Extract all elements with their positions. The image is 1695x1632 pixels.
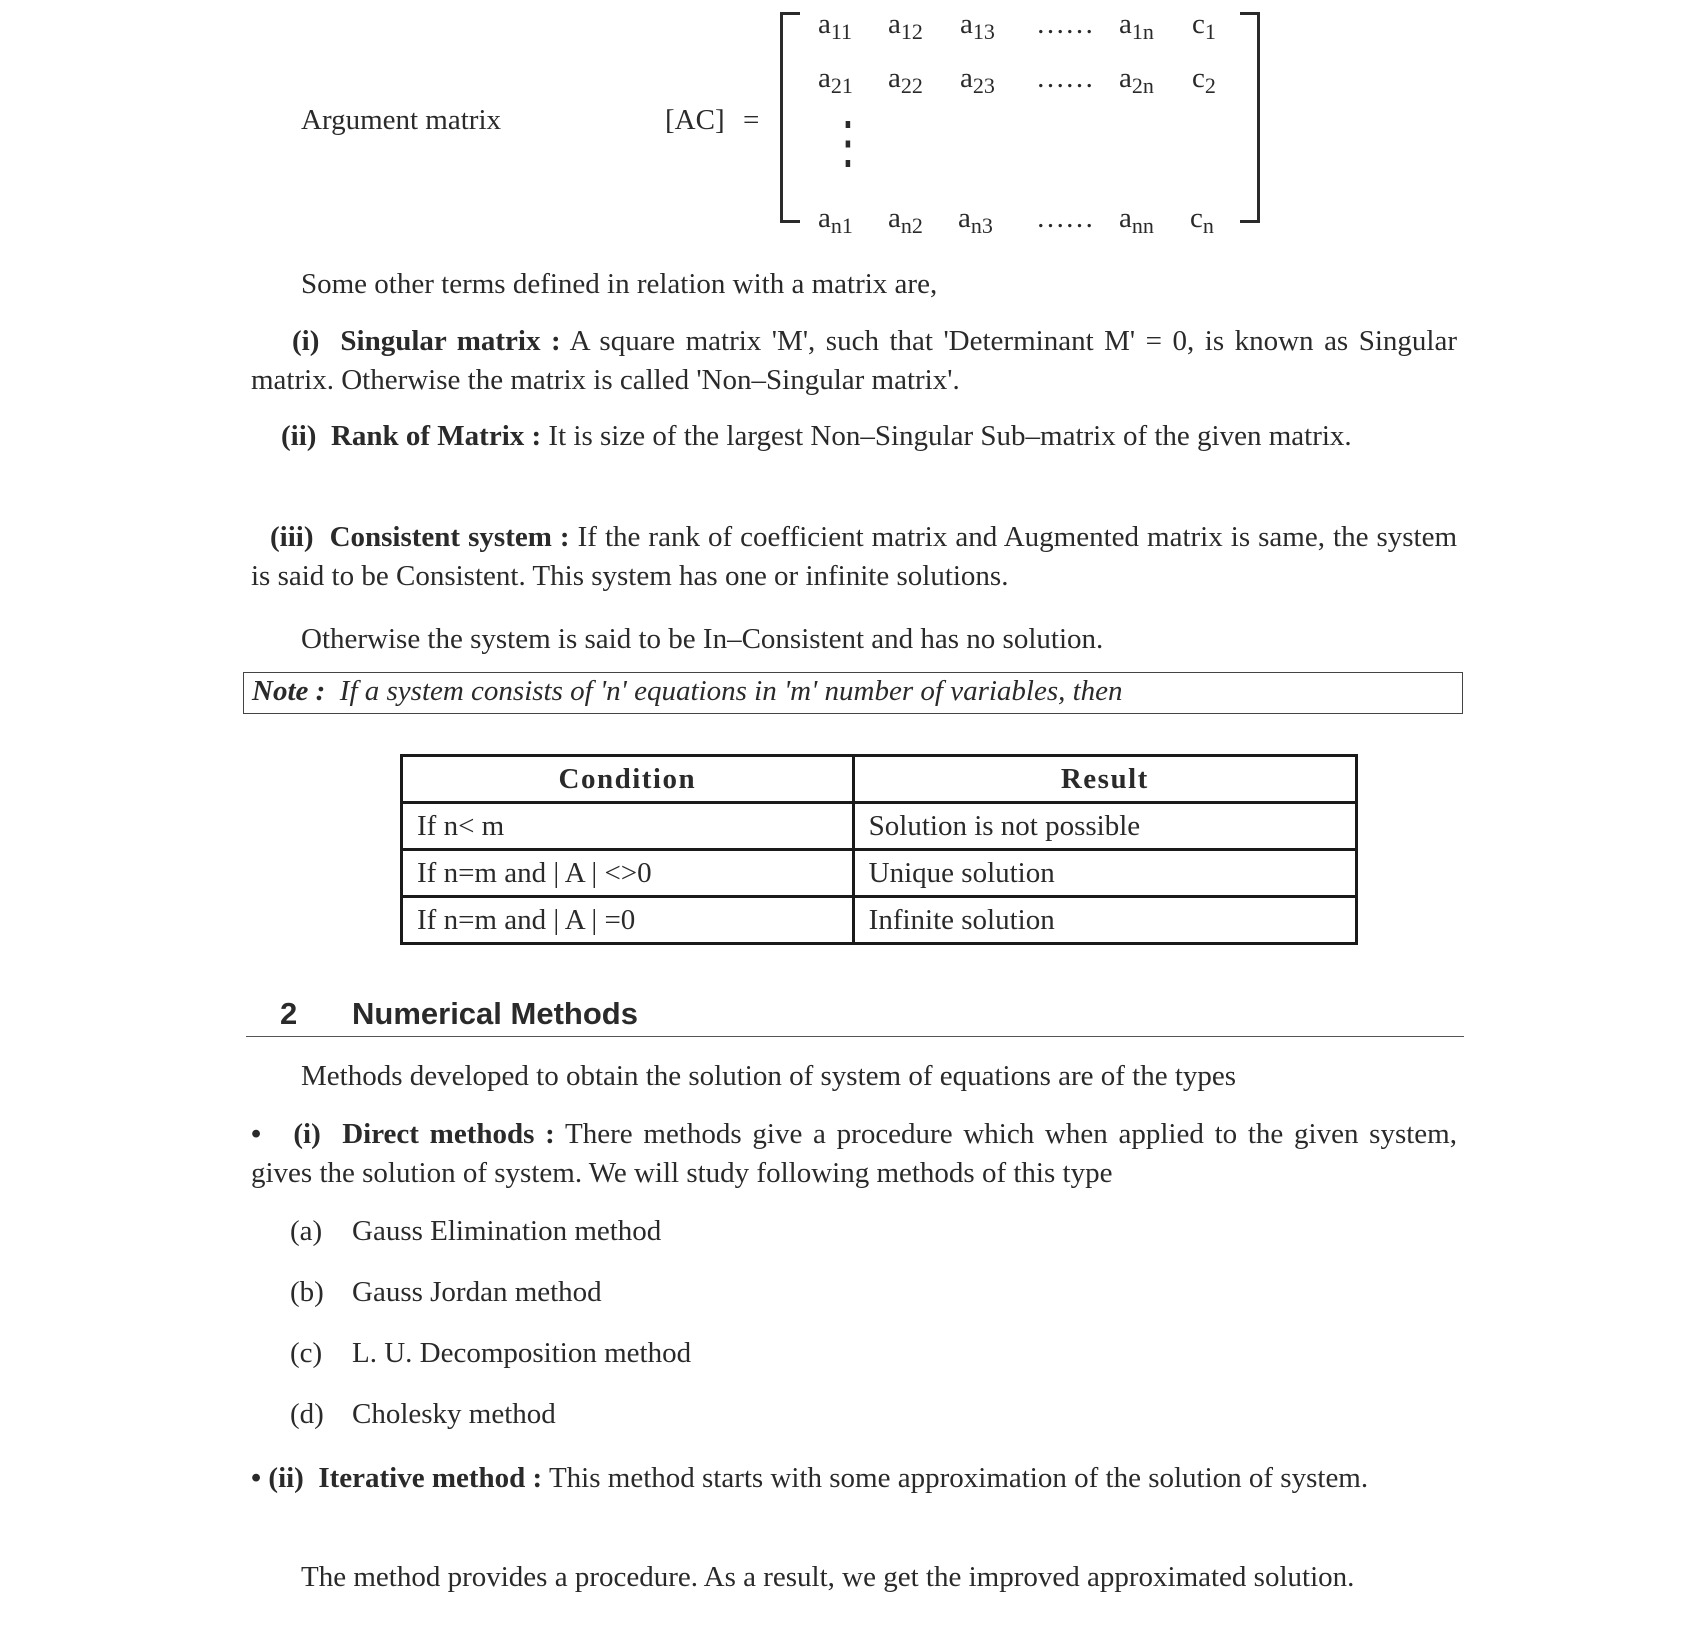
- matrix-dots: ……: [1036, 202, 1094, 234]
- closing-paragraph: The method provides a procedure. As a result, we get the improved approximated solution.: [301, 1561, 1355, 1593]
- methods-intro-text: Methods developed to obtain the solution of system of equations are of the types: [301, 1060, 1237, 1092]
- matrix-entry: $a_{nn}$: [1119, 202, 1154, 238]
- table-cell-result: Infinite solution: [853, 897, 1356, 944]
- list-item-label: (b): [290, 1276, 324, 1308]
- matrix-entry: $a_{11}$: [818, 8, 853, 44]
- matrix-symbol: [AC]: [665, 104, 725, 136]
- matrix-entry: $c_1$: [1192, 8, 1216, 44]
- list-item-text: Gauss Elimination method: [352, 1215, 662, 1247]
- section-title: Numerical Methods: [352, 996, 638, 1031]
- matrix-entry: $a_{23}$: [960, 62, 995, 98]
- iterative-text: This method starts with some approximation of the solution of system.: [548, 1462, 1369, 1494]
- term-text: If the rank of coefficient matrix and Augmented matrix is same, the system is said to be Consistent. This system has one or infinite solutions.: [251, 521, 1458, 592]
- table-header-condition: Condition: [402, 756, 854, 803]
- bullet: •: [251, 1118, 262, 1150]
- matrix-entry: $a_{12}$: [888, 8, 923, 44]
- term-singular-matrix: [251, 322, 1457, 400]
- matrix-entry: $a_{21}$: [818, 62, 853, 98]
- note-content: [252, 675, 1123, 708]
- list-item: [290, 1395, 556, 1434]
- matrix-right-bracket: [1240, 12, 1260, 223]
- iterative-method-paragraph: [251, 1459, 1457, 1498]
- list-item: [290, 1334, 691, 1373]
- condition-result-table: [400, 754, 1358, 945]
- list-item-label: (c): [290, 1337, 323, 1369]
- matrix-left-bracket: [780, 12, 800, 223]
- matrix-entry: $a_{22}$: [888, 62, 923, 98]
- matrix-equals: =: [743, 104, 760, 136]
- table-row: [402, 897, 1357, 944]
- matrix-dots: ……: [1036, 8, 1094, 40]
- term-title: Consistent system :: [329, 521, 570, 553]
- bullet: •: [251, 1462, 262, 1494]
- matrix-entry: $c_2$: [1192, 62, 1216, 98]
- table-cell-condition: If n=m and | A | <>0: [402, 850, 854, 897]
- term-number: (ii): [281, 420, 317, 452]
- table-cell-result: Unique solution: [853, 850, 1356, 897]
- table-header-row: [402, 756, 1357, 803]
- table-header-result: Result: [853, 756, 1356, 803]
- matrix-entry: $c_n$: [1190, 202, 1214, 238]
- iterative-number: (ii): [268, 1462, 304, 1494]
- note-label: Note :: [252, 675, 326, 707]
- term-text: It is size of the largest Non–Singular Sub–matrix of the given matrix.: [548, 420, 1352, 452]
- list-item-label: (a): [290, 1215, 323, 1247]
- list-item-text: Cholesky method: [352, 1398, 556, 1430]
- term-number: (i): [292, 325, 320, 357]
- matrix-entry: $a_{n3}$: [958, 202, 993, 238]
- direct-methods-paragraph: [251, 1115, 1457, 1193]
- term-text: A square matrix 'M', such that 'Determinant M' = 0, is known as Singular matrix. Otherwise the matrix is called 'Non–Singular matrix'.: [251, 325, 1457, 396]
- term-rank-of-matrix: [251, 417, 1457, 456]
- table-row: [402, 803, 1357, 850]
- section-number: 2: [280, 996, 298, 1031]
- note-box: [243, 672, 1463, 714]
- matrix-entry: $a_{2n}$: [1119, 62, 1154, 98]
- table-row: [402, 850, 1357, 897]
- table-cell-condition: If n=m and | A | =0: [402, 897, 854, 944]
- direct-text: There methods give a procedure which when applied to the given system, gives the solution of system. We will study following methods of this type: [251, 1118, 1457, 1189]
- matrix-vdots: ⋮: [826, 111, 870, 176]
- matrix-entry: $a_{13}$: [960, 8, 995, 44]
- direct-title: Direct methods :: [342, 1118, 555, 1150]
- list-item-text: L. U. Decomposition method: [352, 1337, 692, 1369]
- iterative-title: Iterative method :: [318, 1462, 543, 1494]
- matrix-label: Argument matrix: [301, 104, 502, 136]
- note-text: If a system consists of 'n' equations in 'm' number of variables, then: [339, 675, 1123, 707]
- direct-number: (i): [293, 1118, 321, 1150]
- table-cell-result: Solution is not possible: [853, 803, 1356, 850]
- matrix-entry: $a_{n1}$: [818, 202, 853, 238]
- term-consistent-system: [251, 518, 1457, 596]
- list-item-label: (d): [290, 1398, 324, 1430]
- matrix-dots: ……: [1036, 62, 1094, 94]
- list-item-text: Gauss Jordan method: [352, 1276, 602, 1308]
- term-number: (iii): [270, 521, 314, 553]
- matrix-entry: $a_{1n}$: [1119, 8, 1154, 44]
- list-item: [290, 1212, 661, 1251]
- term-title: Singular matrix :: [340, 325, 561, 357]
- section-divider: [246, 1036, 1464, 1037]
- term-title: Rank of Matrix :: [330, 420, 542, 452]
- matrix-entry: $a_{n2}$: [888, 202, 923, 238]
- list-item: [290, 1273, 602, 1312]
- table-cell-condition: If n< m: [402, 803, 854, 850]
- inconsistent-text: Otherwise the system is said to be In–Consistent and has no solution.: [301, 623, 1104, 655]
- intro-text: Some other terms defined in relation with a matrix are,: [301, 268, 938, 300]
